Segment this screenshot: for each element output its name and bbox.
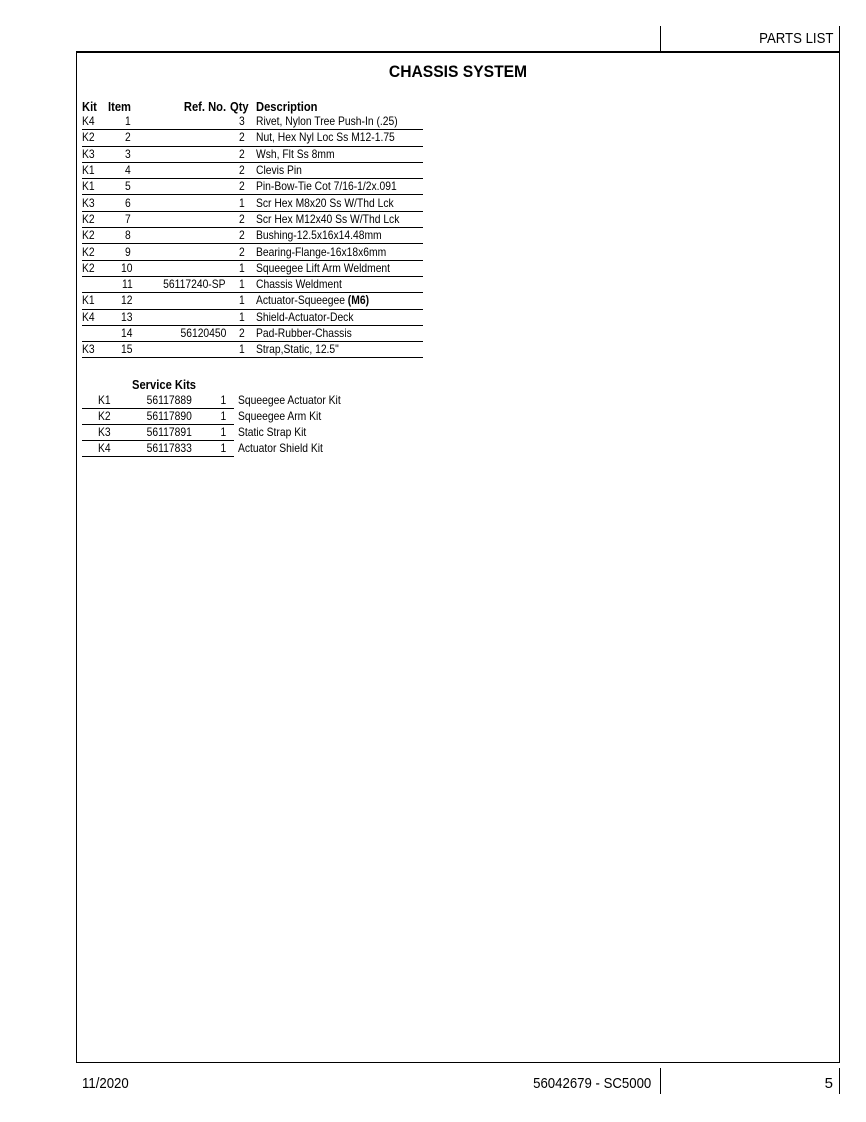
part-kit: K3	[82, 342, 108, 358]
part-ref	[148, 162, 230, 178]
service-kit-ref: 56117889	[126, 393, 212, 409]
service-kit-description: Squeegee Actuator Kit	[238, 393, 341, 408]
part-item: 11	[108, 276, 148, 292]
part-item: 9	[108, 244, 148, 260]
service-kit-qty: 1	[212, 409, 234, 425]
part-ref	[148, 146, 230, 162]
service-kit-description: Actuator Shield Kit	[238, 441, 323, 455]
footer-doc-number: 56042679 - SC5000	[532, 1075, 651, 1092]
part-ref	[148, 114, 230, 130]
part-item: 5	[108, 179, 148, 195]
part-item: 8	[108, 228, 148, 244]
footer-page-number: 5	[824, 1075, 833, 1092]
part-item: 3	[108, 146, 148, 162]
service-kit-id: K3	[82, 425, 126, 441]
part-description: Pin-Bow-Tie Cot 7/16-1/2x.091	[254, 179, 423, 195]
part-ref	[148, 228, 230, 244]
part-qty: 2	[230, 211, 254, 227]
parts-row	[82, 114, 423, 130]
part-qty: 2	[230, 130, 254, 146]
part-kit: K2	[82, 228, 108, 244]
service-kit-ref: 56117833	[126, 441, 212, 457]
service-kit-ref: 56117890	[126, 409, 212, 425]
service-kits-title: Service Kits	[132, 377, 197, 392]
section-title: CHASSIS SYSTEM	[388, 62, 528, 81]
part-item: 10	[108, 260, 148, 276]
parts-row	[82, 276, 423, 292]
part-item: 6	[108, 195, 148, 211]
parts-table	[82, 100, 423, 358]
parts-header-row	[82, 100, 423, 114]
part-description: Scr Hex M8x20 Ss W/Thd Lck	[254, 195, 423, 211]
parts-row	[82, 260, 423, 276]
part-kit: K3	[82, 195, 108, 211]
part-description: Pad-Rubber-Chassis	[254, 325, 423, 341]
footer-date: 11/2020	[82, 1075, 129, 1092]
service-kit-description: Squeegee Arm Kit	[238, 409, 322, 423]
part-description: Squeegee Lift Arm Weldment	[254, 260, 423, 276]
part-description: Rivet, Nylon Tree Push-In (.25)	[254, 114, 423, 130]
part-qty: 2	[230, 325, 254, 341]
part-qty: 3	[230, 114, 254, 130]
service-kit-qty: 1	[212, 425, 234, 441]
part-kit: K1	[82, 179, 108, 195]
part-item: 7	[108, 211, 148, 227]
part-ref	[148, 309, 230, 325]
part-kit: K1	[82, 293, 108, 309]
part-ref: 56117240-SP	[148, 276, 230, 292]
part-kit: K1	[82, 162, 108, 178]
footer-divider	[660, 1068, 661, 1094]
part-ref	[148, 244, 230, 260]
part-item: 12	[108, 293, 148, 309]
part-ref	[148, 130, 230, 146]
part-item: 14	[108, 325, 148, 341]
part-description: Bushing-12.5x16x14.48mm	[254, 228, 423, 244]
parts-row	[82, 293, 423, 309]
part-ref	[148, 293, 230, 309]
parts-row	[82, 325, 423, 341]
part-description: Nut, Hex Nyl Loc Ss M12-1.75	[254, 130, 423, 146]
part-qty: 1	[230, 342, 254, 358]
part-qty: 1	[230, 276, 254, 292]
part-kit: K2	[82, 244, 108, 260]
parts-row	[82, 228, 423, 244]
part-kit: K4	[82, 309, 108, 325]
part-description: Shield-Actuator-Deck	[254, 309, 423, 325]
parts-row	[82, 309, 423, 325]
part-item: 15	[108, 342, 148, 358]
service-kit-row	[82, 393, 357, 409]
part-qty: 2	[230, 146, 254, 162]
part-qty: 2	[230, 244, 254, 260]
parts-row	[82, 146, 423, 162]
parts-row	[82, 179, 423, 195]
service-kits-table	[82, 393, 357, 457]
header-divider	[660, 26, 661, 51]
part-description: Bearing-Flange-16x18x6mm	[254, 244, 423, 260]
part-qty: 1	[230, 260, 254, 276]
part-kit: K2	[82, 260, 108, 276]
part-kit	[82, 276, 108, 292]
part-kit: K3	[82, 146, 108, 162]
part-description: Strap,Static, 12.5"	[254, 342, 423, 358]
service-kit-ref: 56117891	[126, 425, 212, 441]
part-description: Clevis Pin	[254, 162, 423, 178]
part-ref	[148, 260, 230, 276]
parts-row	[82, 244, 423, 260]
part-ref	[148, 195, 230, 211]
part-description: Scr Hex M12x40 Ss W/Thd Lck	[254, 211, 423, 227]
col-kit-header: Kit	[82, 99, 97, 114]
part-item: 4	[108, 162, 148, 178]
service-kit-id: K2	[82, 409, 126, 425]
service-kit-row	[82, 409, 357, 425]
parts-row	[82, 211, 423, 227]
part-kit	[82, 325, 108, 341]
service-kit-qty: 1	[212, 393, 234, 409]
col-qty-header: Qty	[230, 99, 249, 114]
part-kit: K2	[82, 130, 108, 146]
service-kit-id: K1	[82, 393, 126, 409]
parts-row	[82, 195, 423, 211]
part-qty: 2	[230, 228, 254, 244]
part-ref	[148, 211, 230, 227]
part-item: 2	[108, 130, 148, 146]
part-kit: K4	[82, 114, 108, 130]
part-kit: K2	[82, 211, 108, 227]
footer-divider-right	[839, 1068, 840, 1094]
part-qty: 1	[230, 195, 254, 211]
service-kit-row	[82, 425, 357, 441]
service-kit-id: K4	[82, 441, 126, 457]
header-title: PARTS LIST	[758, 30, 833, 47]
part-ref	[148, 342, 230, 358]
part-item: 1	[108, 114, 148, 130]
part-qty: 1	[230, 309, 254, 325]
service-kit-qty: 1	[212, 441, 234, 457]
service-kit-description: Static Strap Kit	[238, 425, 307, 439]
parts-row	[82, 130, 423, 146]
part-qty: 2	[230, 179, 254, 195]
part-description: Chassis Weldment	[254, 276, 423, 292]
part-description: Actuator-Squeegee (M6)	[254, 293, 423, 309]
part-item: 13	[108, 309, 148, 325]
part-description-bold: (M6)	[347, 293, 370, 308]
col-desc-header: Description	[256, 99, 318, 114]
parts-row	[82, 162, 423, 178]
part-ref	[148, 179, 230, 195]
part-qty: 1	[230, 293, 254, 309]
part-qty: 2	[230, 162, 254, 178]
header-divider-right	[839, 26, 840, 51]
col-item-header: Item	[108, 99, 131, 114]
part-ref: 56120450	[148, 325, 230, 341]
col-ref-header: Ref. No.	[183, 99, 226, 114]
part-description: Wsh, Flt Ss 8mm	[254, 146, 423, 162]
service-kit-row	[82, 441, 357, 457]
parts-row	[82, 342, 423, 358]
